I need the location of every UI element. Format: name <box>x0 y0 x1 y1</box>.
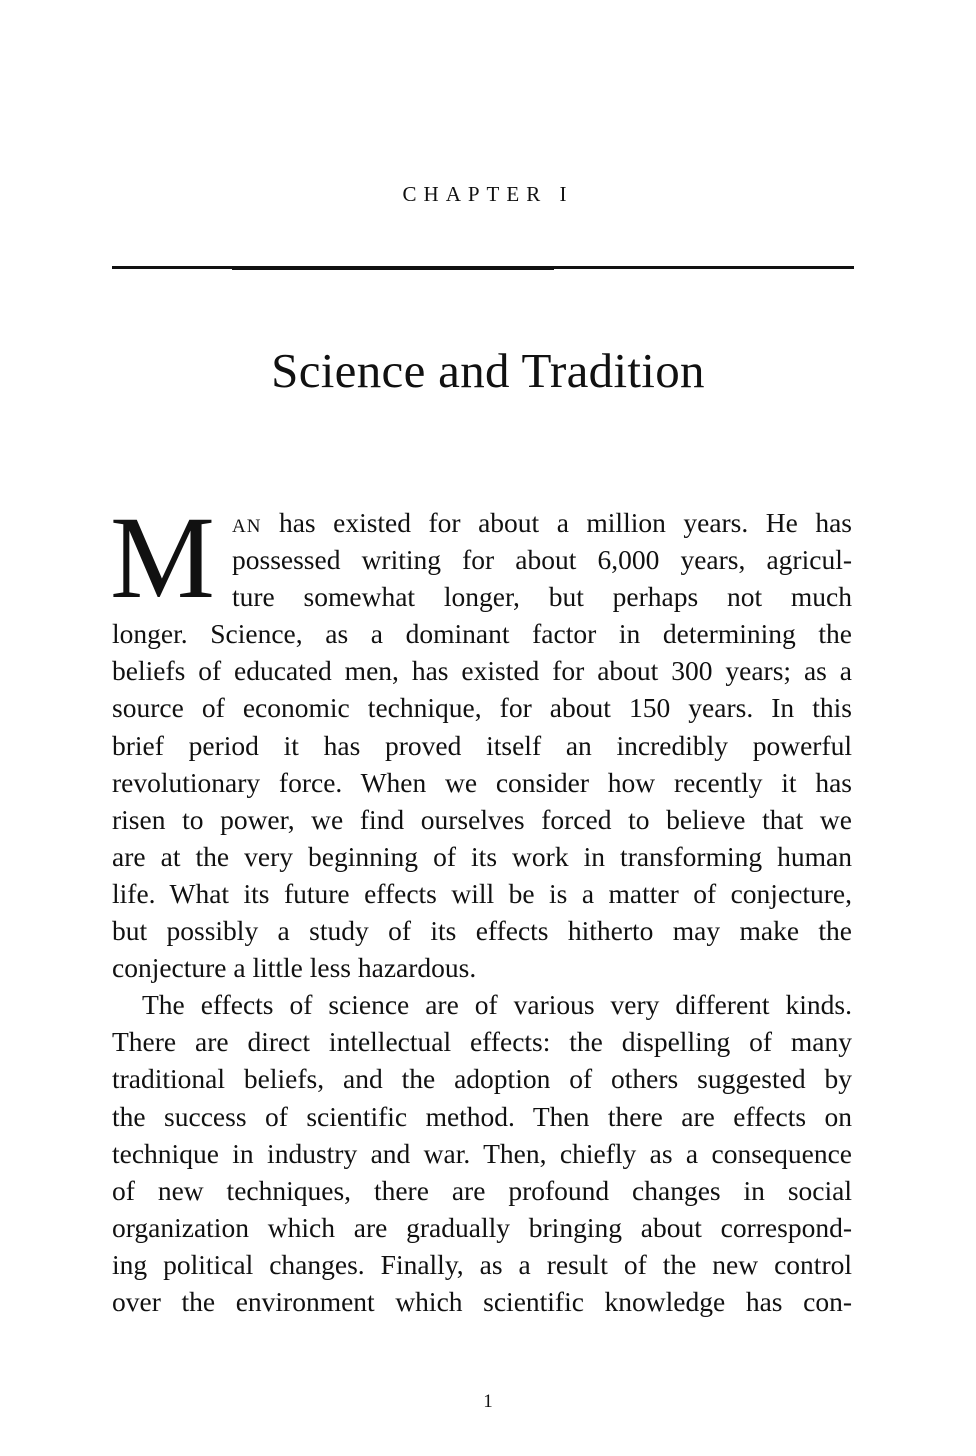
text-line: conjecture a little less hazardous. <box>112 952 477 984</box>
text-line-rest: has existed for about a million years. He has <box>261 507 852 538</box>
text-line: source of economic technique, for about 150 years. In this <box>112 692 852 724</box>
text-line: risen to power, we find ourselves forced to believe that we <box>112 803 852 835</box>
chapter-rule-divider <box>112 266 854 269</box>
text-line: but possibly a study of its effects hitherto may make the <box>112 915 852 947</box>
text-line: life. What its future effects will be is a matter of conjecture, <box>112 877 852 909</box>
text-line: There are direct intellectual effects: the dispelling of many <box>112 1026 852 1058</box>
text-line: revolutionary force. When we consider how recently it has <box>112 766 852 798</box>
body-text <box>110 492 852 1320</box>
text-line: technique in industry and war. Then, chiefly as a consequence <box>112 1137 852 1169</box>
text-line: ture somewhat longer, but perhaps not much <box>232 581 852 613</box>
text-line: possessed writing for about 6,000 years, agricul- <box>232 544 852 576</box>
paragraph-2 <box>112 986 852 1320</box>
small-caps-word: AN <box>232 516 262 537</box>
text-line: longer. Science, as a dominant factor in determining the <box>112 618 852 650</box>
text-line: organization which are gradually bringing about correspond- <box>112 1211 852 1243</box>
text-line: The effects of science are of various very different kinds. <box>142 989 852 1021</box>
text-line: beliefs of educated men, has existed for about 300 years; as a <box>112 655 852 687</box>
chapter-label: CHAPTER I <box>402 182 574 206</box>
text-line: over the environment which scientific knowledge has con- <box>112 1285 852 1317</box>
paragraph-1 <box>110 492 852 986</box>
text-line: the success of scientific method. Then there are effects on <box>112 1100 852 1132</box>
page-number: 1 <box>483 1391 493 1412</box>
text-line: traditional beliefs, and the adoption of others suggested by <box>112 1063 852 1095</box>
text-line: are at the very beginning of its work in transforming human <box>112 840 852 872</box>
text-line: brief period it has proved itself an incredibly powerful <box>112 729 852 761</box>
text-line <box>112 504 852 541</box>
drop-cap: M <box>110 492 215 623</box>
text-line: of new techniques, there are profound changes in social <box>112 1174 852 1206</box>
text-line: ing political changes. Finally, as a result of the new control <box>112 1248 852 1280</box>
chapter-title: Science and Tradition <box>271 343 705 398</box>
